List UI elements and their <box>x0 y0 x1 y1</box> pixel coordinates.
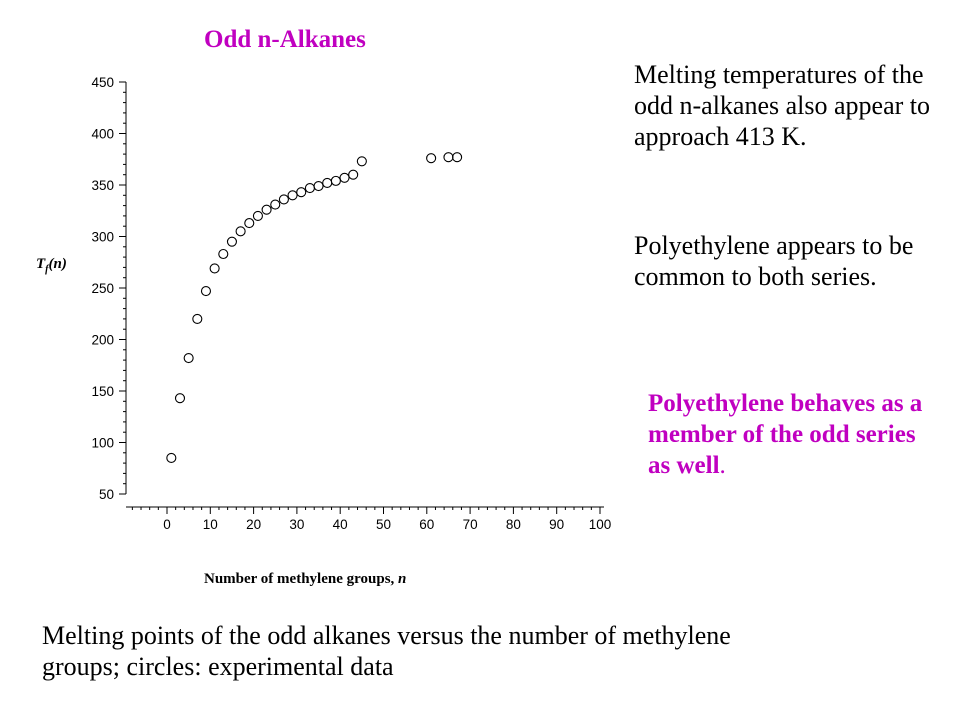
x-tick-label: 30 <box>289 517 305 532</box>
data-point <box>340 173 349 182</box>
data-point <box>297 188 306 197</box>
data-point <box>253 211 262 220</box>
data-point <box>201 287 210 296</box>
data-point <box>184 354 193 363</box>
data-point <box>453 153 462 162</box>
x-axis-label: Number of methylene groups, n <box>204 571 407 587</box>
x-tick-label: 60 <box>419 517 435 532</box>
data-point <box>236 227 245 236</box>
data-point <box>331 176 340 185</box>
data-point <box>175 394 184 403</box>
x-tick-label: 100 <box>588 517 612 532</box>
y-tick-label: 350 <box>91 178 114 193</box>
chart-title: Odd n-Alkanes <box>204 26 366 53</box>
data-point <box>219 250 228 259</box>
x-tick-label: 0 <box>163 517 171 532</box>
figure-caption: Melting points of the odd alkanes versus the number of methylene groups; circles: experimental data <box>42 621 731 681</box>
tick-labels <box>91 75 611 532</box>
data-point <box>314 182 323 191</box>
x-tick-label: 50 <box>375 517 392 532</box>
axis-ticks <box>119 82 600 514</box>
data-point <box>427 154 436 163</box>
data-point <box>210 264 219 273</box>
x-tick-label: 40 <box>332 517 348 532</box>
data-point <box>245 219 254 228</box>
data-point <box>357 157 366 166</box>
data-point <box>262 205 271 214</box>
note-polyethylene-common: Polyethylene appears to be common to both series. <box>634 231 914 291</box>
data-point <box>349 170 358 179</box>
x-tick-label: 20 <box>246 517 262 532</box>
x-tick-label: 80 <box>505 517 521 532</box>
y-tick-label: 200 <box>91 332 114 348</box>
y-tick-label: 300 <box>91 229 114 245</box>
y-tick-label: 150 <box>91 384 114 399</box>
y-tick-label: 450 <box>91 75 114 90</box>
y-tick-label: 250 <box>91 281 114 296</box>
y-axis-label: $T_f(n)$ <box>36 256 67 275</box>
data-point <box>271 200 280 209</box>
y-tick-label: 400 <box>91 126 114 142</box>
data-point <box>279 195 288 204</box>
data-point <box>323 178 332 187</box>
data-point <box>444 153 453 162</box>
x-tick-label: 90 <box>549 517 565 532</box>
data-point <box>288 191 297 200</box>
data-point <box>305 184 314 193</box>
x-tick-label: 70 <box>462 517 478 532</box>
note-approach-temperature: Melting temperatures of the odd n-alkanes also appear to approach 413 K. <box>634 60 931 151</box>
data-point <box>227 237 236 246</box>
note-polyethylene-odd: Polyethylene behaves as a member of the odd series as well. <box>648 390 923 479</box>
y-tick-label: 100 <box>91 435 114 451</box>
y-tick-label: 50 <box>98 487 114 502</box>
plot-axes <box>126 82 604 507</box>
data-point <box>167 453 176 462</box>
data-point <box>193 314 202 323</box>
x-tick-label: 10 <box>202 517 218 532</box>
data-points <box>167 153 462 463</box>
